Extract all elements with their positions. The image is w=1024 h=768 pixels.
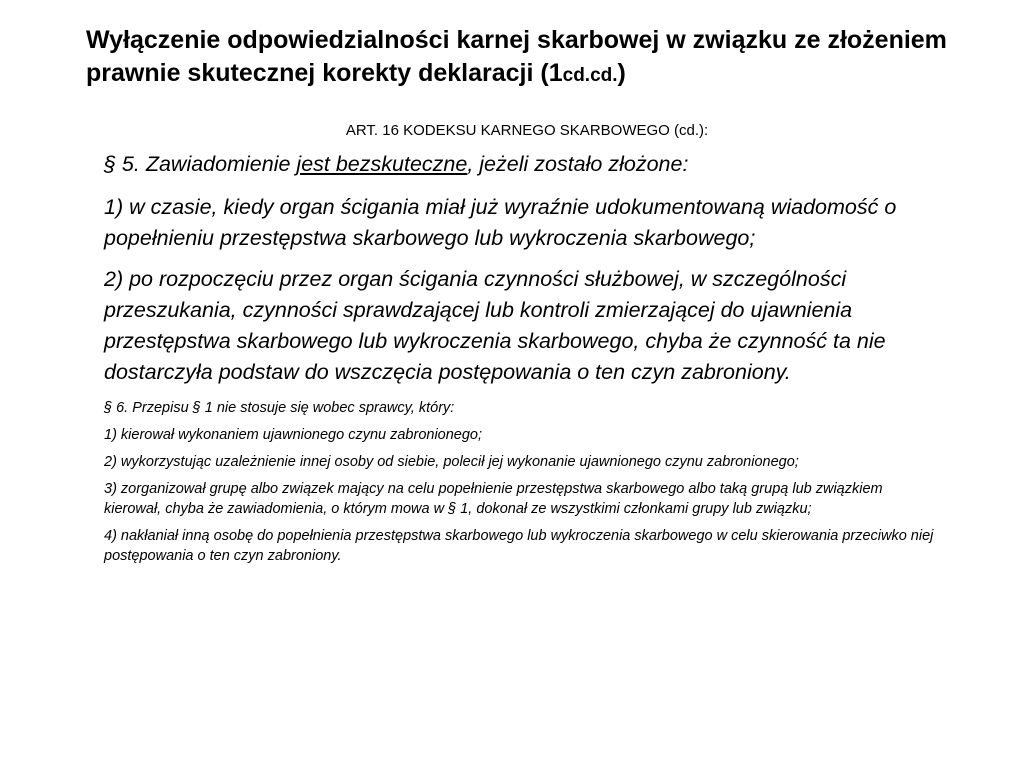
- slide-title-main: Wyłączenie odpowiedzialności karnej skarbowej w związku ze złożeniem prawnie skutecznej korekty deklaracji (1: [86, 26, 947, 87]
- paragraph-5-underlined: jest bezskuteczne: [296, 152, 468, 176]
- slide-subtitle: ART. 16 KODEKSU KARNEGO SKARBOWEGO (cd.):: [345, 122, 709, 139]
- paragraph-6-item-4: 4) nakłaniał inną osobę do popełnienia przestępstwa skarbowego lub wykroczenia skarbowego w celu skierowania przeciwko niej postępowania o ten czyn zabroniony.: [104, 528, 934, 564]
- slide-title-small: cd.cd.: [562, 65, 618, 86]
- paragraph-6-item-3: 3) zorganizował grupę albo związek mający na celu popełnienie przestępstwa skarbowego albo taką grupą lub związkiem kierował, chyba że zawiadomienia, o którym mowa w § 1, dokonał ze wszystkimi członkami grupy lub związku;: [104, 481, 883, 517]
- paragraph-5: [104, 149, 934, 180]
- paragraph-6: § 6. Przepisu § 1 nie stosuje się wobec sprawcy, który:: [104, 400, 455, 416]
- paragraph-5-prefix: § 5. Zawiadomienie: [104, 152, 297, 176]
- slide-title: [86, 24, 986, 92]
- paragraph-5-item-2: 2) po rozpoczęciu przez organ ścigania czynności służbowej, w szczególności przeszukania, czynności sprawdzającej lub kontroli zmierzającej do ujawnienia przestępstwa skarbowego lub wykroczenia skarbowego, chyba że czynność ta nie dostarczyła podstaw do wszczęcia postępowania o ten czyn zabroniony.: [104, 267, 886, 384]
- paragraph-6-item-2: 2) wykorzystując uzależnienie innej osoby od siebie, polecił jej wykonanie ujawnionego czynu zabronionego;: [104, 454, 799, 470]
- paragraph-5-item-1: 1) w czasie, kiedy organ ścigania miał już wyraźnie udokumentowaną wiadomość o popełnieniu przestępstwa skarbowego lub wykroczenia skarbowego;: [104, 195, 897, 250]
- slide-content: [104, 149, 934, 573]
- paragraph-6-item-1: 1) kierował wykonaniem ujawnionego czynu zabronionego;: [104, 427, 483, 443]
- slide-title-end: ): [617, 59, 626, 87]
- paragraph-5-suffix: , jeżeli zostało złożone:: [467, 152, 689, 176]
